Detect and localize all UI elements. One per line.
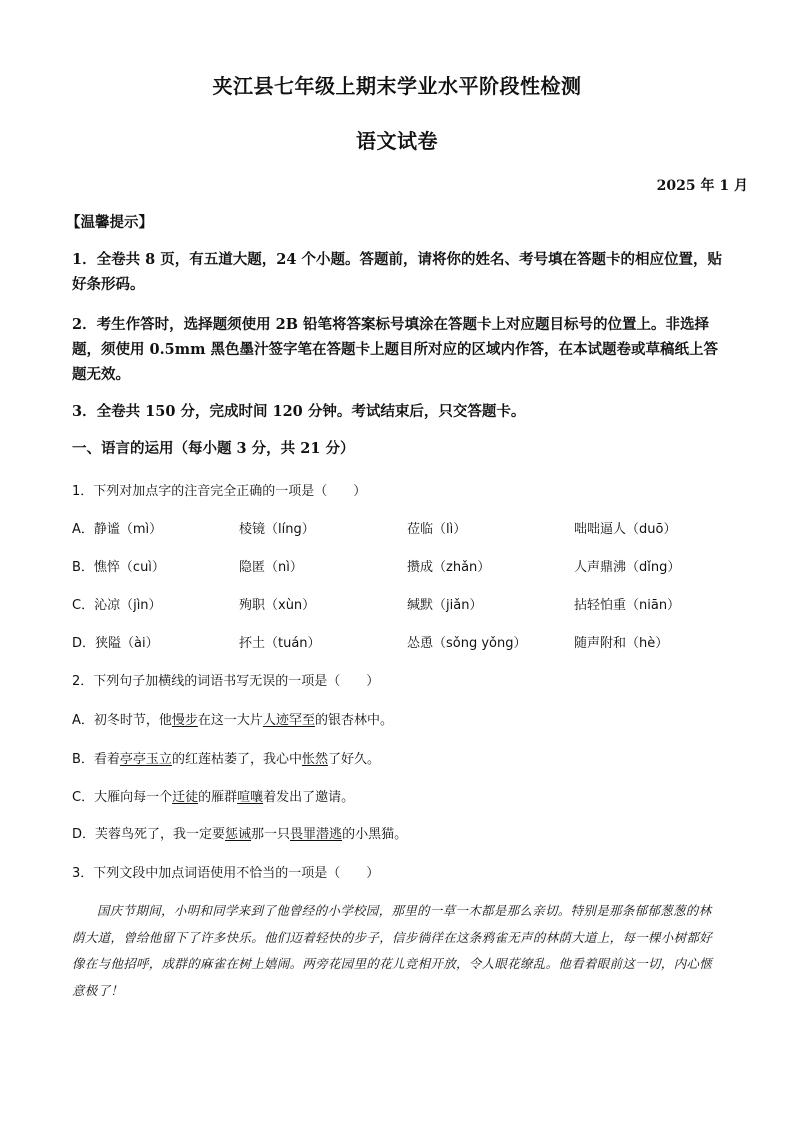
exam-date: 2025 年 1 月 [656, 178, 748, 194]
q2-b-text-2: 的红莲枯萎了，我心中 [171, 752, 302, 767]
q1-option-b-3: 攒成（zhǎn） [407, 560, 491, 575]
q1-option-d-2: 抔土（tuán） [239, 636, 321, 651]
q1-option-a-2: 棱镜（líng） [239, 522, 315, 537]
q1-option-row-c [72, 594, 732, 614]
q2-b-underlined-1: 亭亭玉立 [119, 752, 172, 767]
q1-option-a-4: 咄咄逼人（duō） [574, 522, 677, 537]
q2-c-underlined-2: 喧嚷 [237, 790, 264, 805]
q2-option-a [72, 709, 393, 728]
section-title: 一、语言的运用（每小题 3 分，共 21 分） [72, 440, 355, 457]
q2-c-text-3: 着发出了邀请。 [263, 790, 355, 805]
q1-option-row-d [72, 632, 732, 652]
q2-c-text-1: C．大雁向每一个 [72, 790, 173, 805]
exam-title: 夹江县七年级上期末学业水平阶段性检测 [212, 74, 582, 98]
q1-option-row-b [72, 556, 732, 576]
q1-option-a-1: A．静谧（mì） [72, 522, 163, 537]
q2-c-text-2: 的雁群 [198, 790, 238, 805]
q2-d-underlined-1: 惩诫 [225, 827, 252, 842]
q2-option-c [72, 786, 354, 805]
q2-d-text-2: 那一只 [251, 827, 291, 842]
q2-a-underlined-2: 人迹罕至 [262, 713, 315, 728]
q1-option-c-4: 拈轻怕重（niān） [574, 598, 681, 613]
question-3-stem: 3．下列文段中加点词语使用不恰当的一项是（ ） [72, 866, 380, 881]
q1-option-b-4: 人声鼎沸（dǐng） [574, 560, 681, 575]
q2-d-underlined-2: 畏罪潜逃 [290, 827, 343, 842]
q2-option-b [72, 748, 380, 767]
notice-heading: 【温馨提示】 [66, 214, 153, 231]
q1-option-row-a [72, 518, 732, 538]
q1-option-d-3: 怂恿（sǒng yǒng） [407, 636, 527, 651]
question-1-stem: 1．下列对加点字的注音完全正确的一项是（ ） [72, 484, 367, 499]
notice-item-1: 1．全卷共 8 页，有五道大题，24 个小题。答题前，请将你的姓名、考号填在答题卡的相应位置，贴好条形码。 [72, 251, 722, 293]
q1-option-d-1: D．狭隘（ài） [72, 636, 159, 651]
q1-option-a-3: 莅临（lì） [407, 522, 467, 537]
q2-b-underlined-2: 怅然 [301, 752, 328, 767]
q1-option-b-2: 隐匿（nì） [239, 560, 303, 575]
exam-subtitle: 语文试卷 [356, 129, 438, 153]
q1-option-c-3: 缄默（jiǎn） [407, 598, 483, 613]
q2-option-d [72, 823, 407, 842]
notice-item-2: 2．考生作答时，选择题须使用 2B 铅笔将答案标号填涂在答题卡上对应题目标号的位置上。非选择题，须使用 0.5mm 黑色墨汁签字笔在答题卡上题目所对应的区域内作答，在本试题卷或草稿纸上答题无效。 [72, 316, 719, 383]
q2-c-underlined-1: 迁徒 [172, 790, 199, 805]
q2-a-underlined-1: 慢步 [171, 713, 198, 728]
q1-option-d-4: 随声附和（hè） [574, 636, 669, 651]
q2-b-text-3: 了好久。 [327, 752, 380, 767]
q1-option-b-1: B．憔悴（cuì） [72, 560, 165, 575]
q2-a-text-1: A．初冬时节，他 [72, 713, 172, 728]
q2-b-text-1: B．看着 [72, 752, 120, 767]
q1-option-c-2: 殉职（xùn） [239, 598, 316, 613]
q2-a-text-3: 的银杏林中。 [314, 713, 393, 728]
question-2-stem: 2．下列句子加横线的词语书写无误的一项是（ ） [72, 674, 380, 689]
q2-a-text-2: 在这一大片 [197, 713, 263, 728]
q2-d-text-1: D．芙蓉鸟死了，我一定要 [72, 827, 226, 842]
question-3-passage: 国庆节期间，小明和同学来到了他曾经的小学校园，那里的一草一木都是那么亲切。特别是那条郁郁葱葱的林荫大道，曾给他留下了许多快乐。他们迈着轻快的步子，信步徜徉在这条鸦雀无声的林荫大道上，每一棵小树都好像在与他招呼，成群的麻雀在树上嬉闹。两旁花园里的花儿竞相开放，令人眼花缭乱。他看着眼前这一切，内心惬意极了！ [72, 903, 713, 998]
notice-item-3: 3．全卷共 150 分，完成时间 120 分钟。考试结束后，只交答题卡。 [72, 403, 526, 420]
q2-d-text-3: 的小黑猫。 [342, 827, 408, 842]
q1-option-c-1: C．沁凉（jìn） [72, 598, 162, 613]
